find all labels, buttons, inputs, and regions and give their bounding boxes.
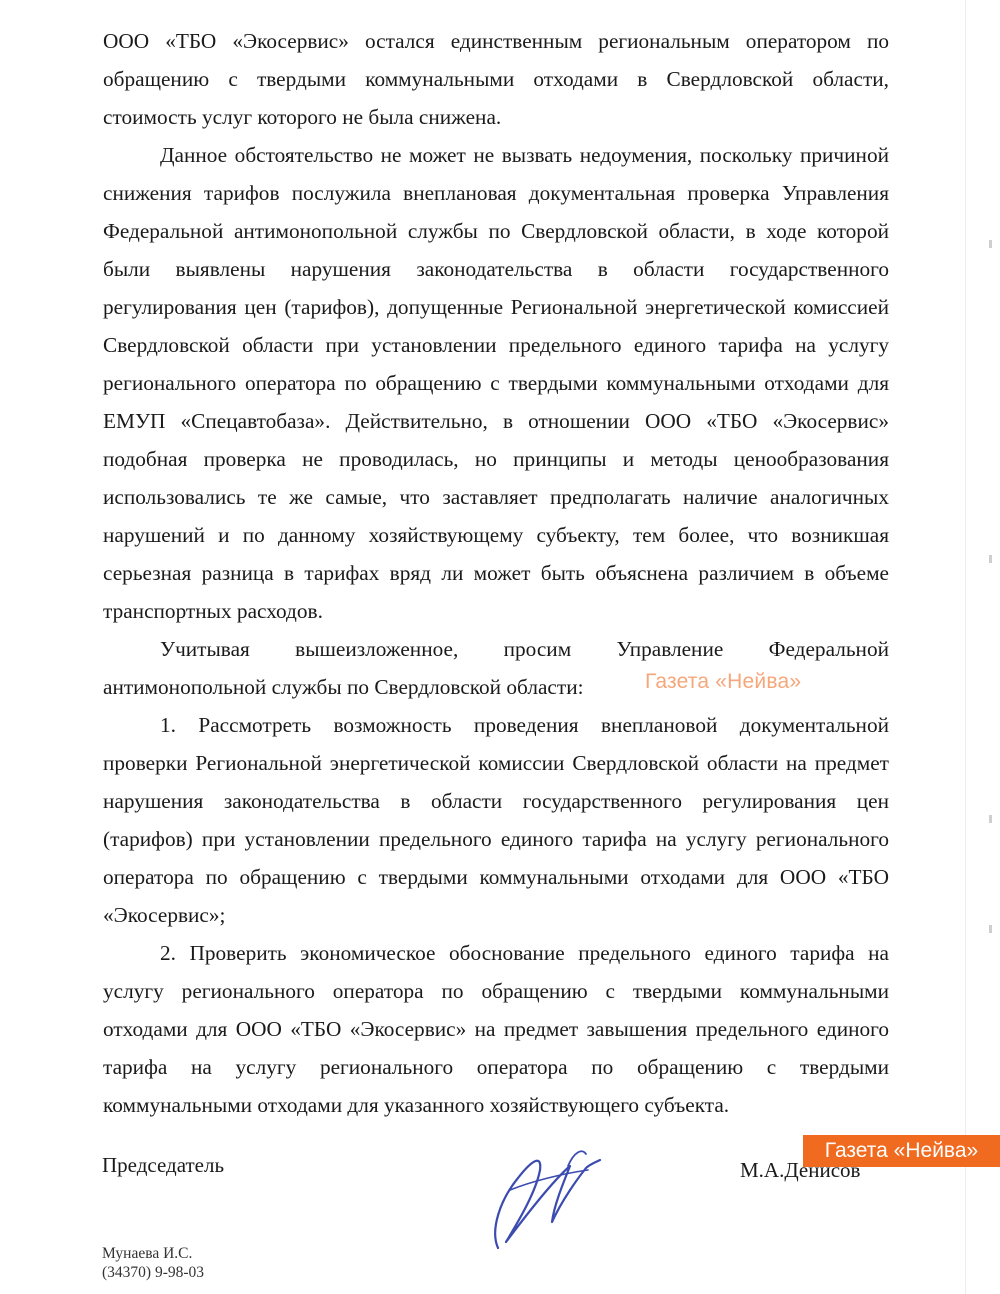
paragraph-3: Учитывая вышеизложенное, просим Управление Федеральной антимонопольной службы по Свердловской области: — [103, 637, 889, 699]
scan-mark — [989, 815, 992, 823]
watermark-badge: Газета «Нейва» — [803, 1135, 1000, 1167]
request-item-1: 1. Рассмотреть возможность проведения внеплановой документальной проверки Региональной энергетической комиссии Свердловской области на предмет нарушения законодательства в области государственного регулирования цен (тарифов) при установлении предельного единого тарифа на услугу регионального оператора по обращению с твердыми коммунальными отходами для ООО «ТБО «Экосервис»; — [103, 713, 889, 927]
scan-mark — [989, 925, 992, 933]
watermark-inline: Газета «Нейва» — [645, 670, 802, 693]
paragraph-1: ООО «ТБО «Экосервис» остался единственным региональным оператором по обращению с твердыми коммунальными отходами в Свердловской области, стоимость услуг которого не была снижена. — [103, 29, 889, 129]
handwritten-signature — [470, 1130, 620, 1260]
executor-name: Мунаева И.С. — [102, 1245, 193, 1262]
letter-body — [103, 22, 889, 1124]
request-item-2: 2. Проверить экономическое обоснование предельного единого тарифа на услугу регионального оператора по обращению с твердыми коммунальными отходами для ООО «ТБО «Экосервис» на предмет завышения предельного единого тарифа на услугу регионального оператора по обращению с твердыми коммунальными отходами для указанного хозяйствующего субъекта. — [103, 941, 889, 1117]
page-edge-line — [965, 0, 966, 1294]
executor-phone: (34370) 9-98-03 — [102, 1264, 205, 1281]
scan-mark — [989, 555, 992, 563]
paragraph-2: Данное обстоятельство не может не вызвать недоумения, поскольку причиной снижения тарифов послужила внеплановая документальная проверка Управления Федеральной антимонопольной службы по Свердловской области, в ходе которой были выявлены нарушения законодательства в области государственного регулирования цен (тарифов), допущенные Региональной энергетической комиссией Свердловской области при установлении предельного единого тарифа на услугу регионального оператора по обращению с твердыми коммунальными отходами для ЕМУП «Спецавтобаза». Действительно, в отношении ООО «ТБО «Экосервис» подобная проверка не проводилась, но принципы и методы ценообразования использовались те же самые, что заставляет предполагать наличие аналогичных нарушений и по данному хозяйствующему субъекту, тем более, что возникшая серьезная разница в тарифах вряд ли может быть объяснена различием в объеме транспортных расходов. — [103, 143, 889, 623]
scan-mark — [989, 240, 992, 248]
signatory-role: Председатель — [102, 1153, 225, 1177]
signatory-name: М.А.Денисов — [740, 1158, 861, 1182]
executor-block — [102, 1244, 204, 1282]
